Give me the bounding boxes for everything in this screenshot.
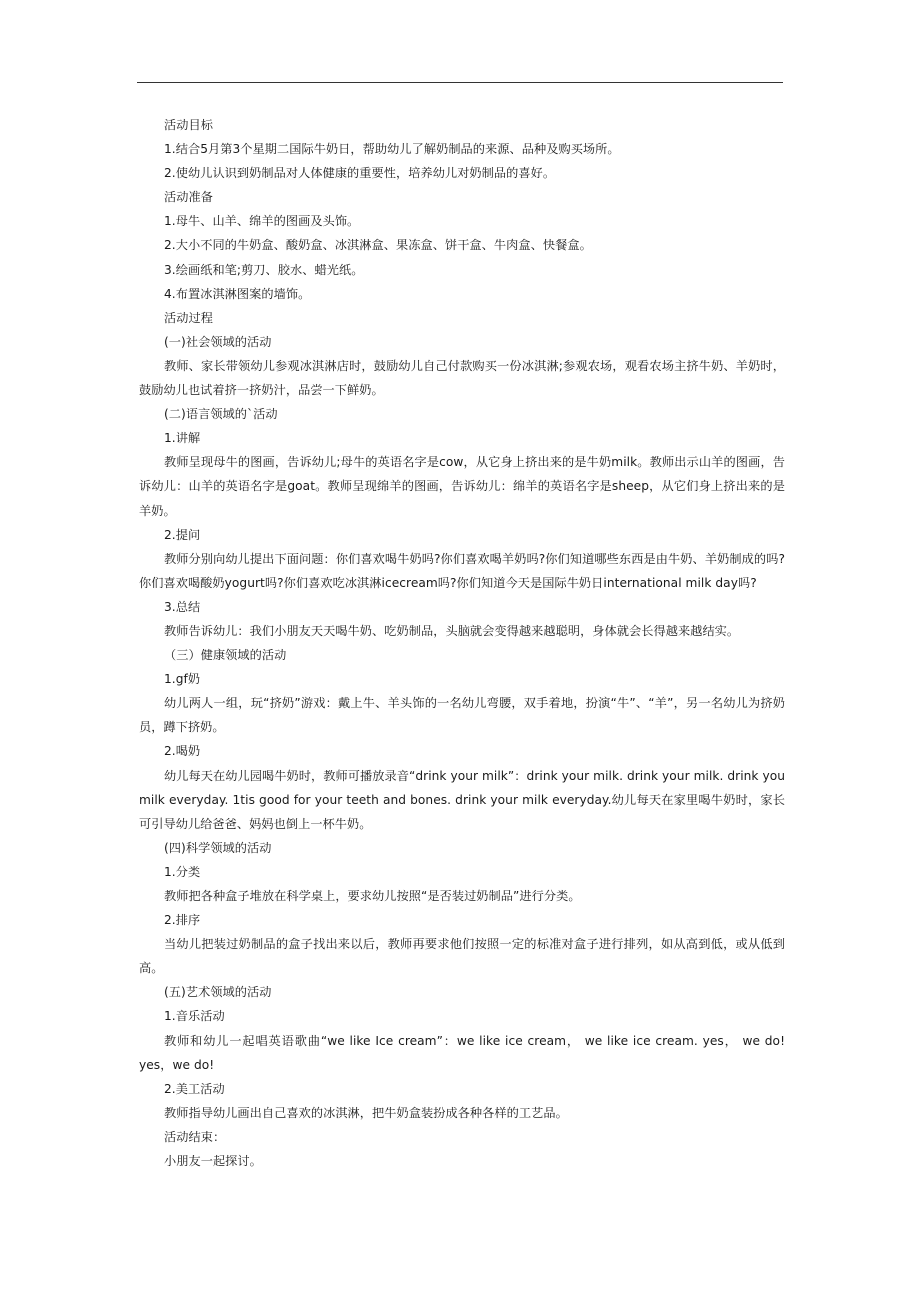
- subsection-heading: (二)语言领域的`活动: [164, 407, 278, 422]
- paragraph: 教师指导幼儿画出自己喜欢的冰淇淋，把牛奶盒装扮成各种各样的工艺品。: [164, 1105, 568, 1120]
- paragraph: 教师把各种盒子堆放在科学桌上，要求幼儿按照“是否装过奶制品”进行分类。: [164, 889, 581, 903]
- paragraph: 小朋友一起探讨。: [164, 1154, 262, 1169]
- paragraph: 1.母牛、山羊、绵羊的图画及头饰。: [164, 214, 360, 229]
- paragraph: 教师呈现母牛的图画，告诉幼儿;母牛的英语名字是cow，从它身上挤出来的是牛奶milk。教师出示山羊的图画，告诉幼儿：山羊的英语名字是goat。教师呈现绵羊的图画，告诉幼儿：绵羊的英语名字是sheep，从它们身上挤出来的是羊奶。: [139, 455, 785, 518]
- paragraph: 2.使幼儿认识到奶制品对人体健康的重要性，培养幼儿对奶制品的喜好。: [164, 166, 556, 181]
- subsection-heading: （三）健康领域的活动: [164, 648, 287, 663]
- subsection-heading: (四)科学领域的活动: [164, 840, 272, 855]
- paragraph: 4.布置冰淇淋图案的墙饰。: [164, 286, 311, 301]
- paragraph: 1.gf奶: [164, 672, 201, 687]
- paragraph: 2.排序: [164, 913, 201, 928]
- paragraph: 1.讲解: [164, 431, 201, 446]
- paragraph: 2.喝奶: [164, 744, 201, 759]
- document-body: [139, 113, 785, 1173]
- paragraph: 教师、家长带领幼儿参观冰淇淋店时，鼓励幼儿自己付款购买一份冰淇淋;参观农场，观看农场主挤牛奶、羊奶时，鼓励幼儿也试着挤一挤奶汁，品尝一下鲜奶。: [139, 358, 785, 398]
- paragraph: 幼儿每天在幼儿园喝牛奶时，教师可播放录音“drink your milk”：drink your milk. drink your milk. drink you milk everyday. 1tis good for your teeth and bones. drink your milk everyday.幼儿每天在家里喝牛奶时，家长可引导幼儿给爸爸、妈妈也倒上一杯牛奶。: [139, 768, 785, 831]
- section-heading: 活动准备: [164, 190, 213, 205]
- paragraph: 1.音乐活动: [164, 1009, 225, 1024]
- header-rule: [137, 82, 783, 83]
- paragraph: 幼儿两人一组，玩“挤奶”游戏：戴上牛、羊头饰的一名幼儿弯腰，双手着地，扮演“牛”、“羊”，另一名幼儿为挤奶员，蹲下挤奶。: [139, 696, 785, 735]
- paragraph: 当幼儿把装过奶制品的盒子找出来以后，教师再要求他们按照一定的标准对盒子进行排列，如从高到低，或从低到高。: [139, 937, 785, 976]
- subsection-heading: (一)社会领域的活动: [164, 334, 272, 349]
- paragraph: 2.大小不同的牛奶盒、酸奶盒、冰淇淋盒、果冻盒、饼干盒、牛肉盒、快餐盒。: [164, 238, 592, 253]
- paragraph: 教师和幼儿一起唱英语歌曲“we like Ice cream”：we like ice cream， we like ice cream. yes， we do! yes，we do!: [139, 1033, 785, 1072]
- section-heading: 活动目标: [164, 118, 213, 132]
- paragraph: 2.提问: [164, 527, 201, 542]
- paragraph: 3.绘画纸和笔;剪刀、胶水、蜡光纸。: [164, 262, 364, 277]
- paragraph: 1.结合5月第3个星期二国际牛奶日，帮助幼儿了解奶制品的来源、品种及购买场所。: [164, 142, 620, 157]
- section-heading: 活动过程: [164, 310, 213, 325]
- paragraph: 3.总结: [164, 599, 201, 614]
- paragraph: 教师告诉幼儿：我们小朋友天天喝牛奶、吃奶制品，头脑就会变得越来越聪明，身体就会长得越来越结实。: [164, 623, 740, 638]
- subsection-heading: (五)艺术领域的活动: [164, 985, 272, 1000]
- paragraph: 1.分类: [164, 864, 201, 879]
- section-heading: 活动结束：: [164, 1129, 226, 1144]
- paragraph: 2.美工活动: [164, 1081, 225, 1096]
- paragraph: 教师分别向幼儿提出下面问题：你们喜欢喝牛奶吗?你们喜欢喝羊奶吗?你们知道哪些东西是由牛奶、羊奶制成的吗?你们喜欢喝酸奶yogurt吗?你们喜欢吃冰淇淋icecream吗?你们知道今天是国际牛奶日international milk day吗?: [139, 551, 785, 590]
